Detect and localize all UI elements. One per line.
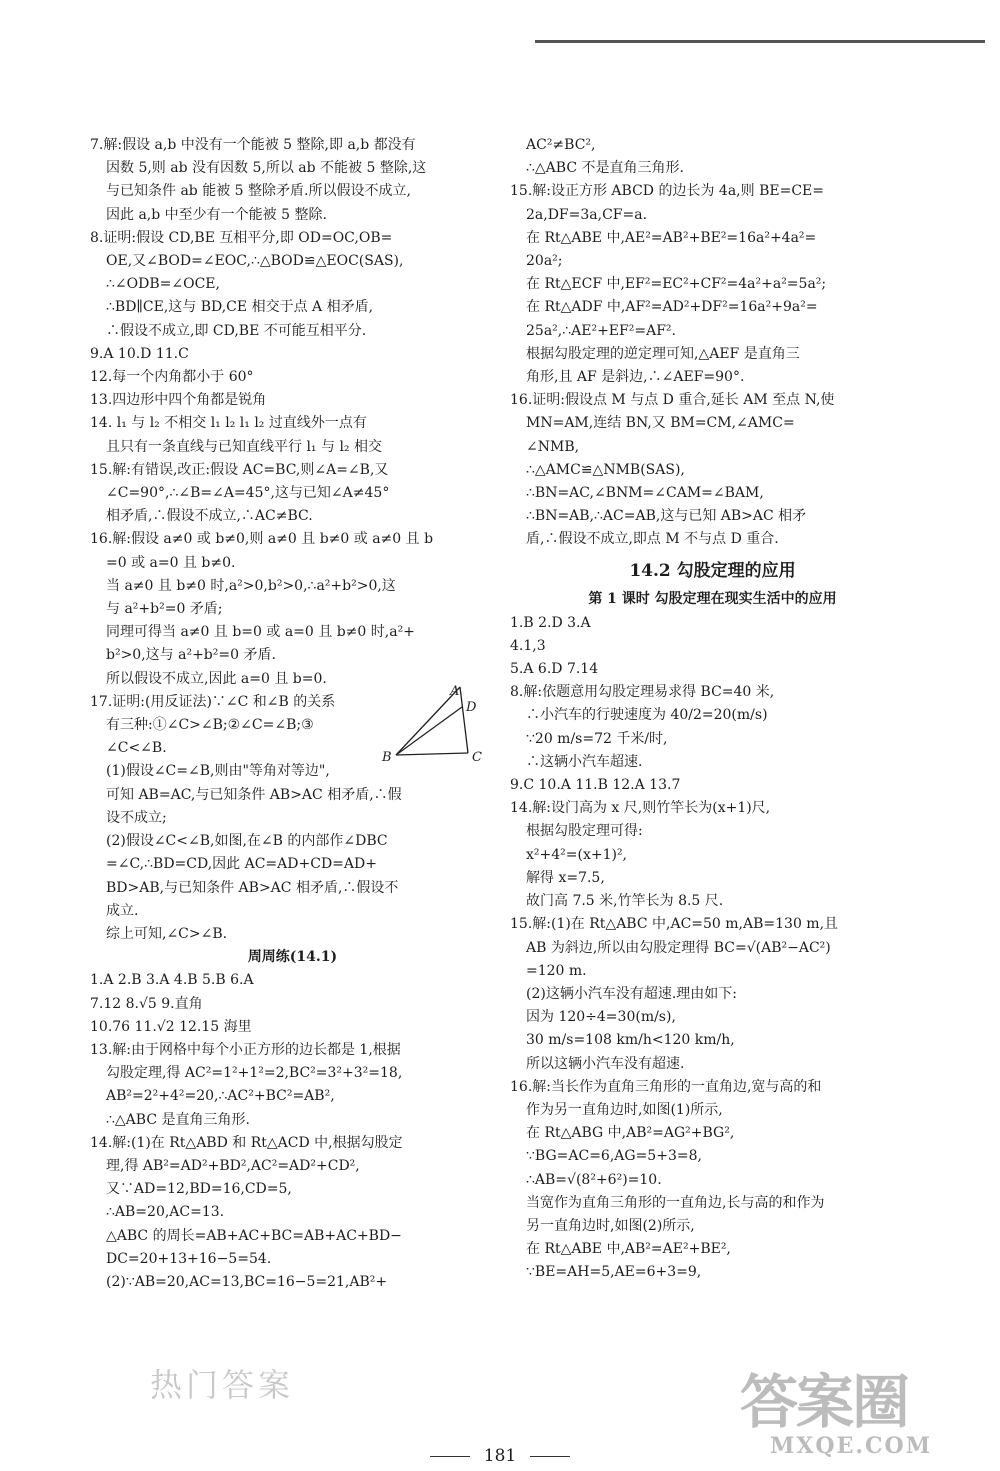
right-text-line: 5.A 6.D 7.14 bbox=[510, 661, 599, 678]
left-text-line: 13.四边形中四个角都是锐角 bbox=[90, 392, 267, 409]
right-text-line: 30 m/s=108 km/h<120 km/h, bbox=[526, 1032, 735, 1049]
right-text-line: 16.解:当长作为直角三角形的一直角边,宽与高的和 bbox=[510, 1078, 822, 1095]
left-text-line: (2)假设∠C<∠B,如图,在∠B 的内部作∠DBC bbox=[106, 833, 388, 850]
watermark-left: 热门答案 bbox=[150, 1366, 295, 1404]
right-text-line: AB 为斜边,所以由勾股定理得 BC=√(AB²−AC²) bbox=[526, 939, 831, 956]
right-text-line: 15.解:(1)在 Rt△ABC 中,AC=50 m,AB=130 m,且 bbox=[510, 916, 839, 933]
edge-bc bbox=[396, 753, 468, 755]
left-text-line: 所以假设不成立,因此 a=0 且 b=0. bbox=[106, 670, 327, 687]
right-text-line: 因为 120÷4=30(m/s), bbox=[526, 1009, 676, 1026]
right-text-line: 在 Rt△ADF 中,AF²=AD²+DF²=16a²+9a²= bbox=[526, 299, 818, 316]
right-text-line: 故门高 7.5 米,竹竿长为 8.5 尺. bbox=[526, 893, 724, 910]
right-text-line: 14.解:设门高为 x 尺,则竹竿长为(x+1)尺, bbox=[510, 800, 771, 817]
left-text-line: (1)假设∠C=∠B,则由"等角对等边", bbox=[106, 763, 330, 780]
left-text-line: ∠C=90°,∴∠B=∠A=45°,这与已知∠A≠45° bbox=[106, 485, 390, 502]
left-text-line: 12.每一个内角都小于 60° bbox=[90, 369, 254, 386]
right-text-line: 1.B 2.D 3.A bbox=[510, 614, 591, 631]
right-text-line: ∠NMB, bbox=[526, 438, 580, 455]
right-text-line: AC²≠BC², bbox=[526, 137, 596, 153]
left-text-line: 14. l₁ 与 l₂ 不相交 l₁ l₂ l₁ l₂ 过直线外一点有 bbox=[90, 415, 367, 432]
left-text-line: 17.证明:(用反证法)∵∠C 和∠B 的关系 bbox=[90, 693, 336, 710]
left-text-line: 因此 a,b 中至少有一个能被 5 整除. bbox=[106, 206, 327, 223]
left-text-line: 可知 AB=AC,与已知条件 AB>AC 相矛盾,∴假 bbox=[106, 786, 402, 803]
right-text-line: 第 1 课时 勾股定理在现实生活中的应用 bbox=[588, 590, 837, 607]
left-text-line: △ABC 的周长=AB+AC+BC=AB+AC+BD− bbox=[106, 1227, 402, 1244]
right-text-line: 16.证明:假设点 M 与点 D 重合,延长 AM 至点 N,使 bbox=[510, 392, 835, 409]
edge-bd bbox=[396, 707, 462, 755]
left-text-line: 综上可知,∠C>∠B. bbox=[106, 925, 228, 942]
right-column bbox=[510, 134, 915, 1285]
right-text-line: ∴这辆小汽车超速. bbox=[526, 753, 643, 770]
right-text-line: 盾,∴假设不成立,即点 M 不与点 D 重合. bbox=[526, 531, 779, 548]
left-text-line: ∠C<∠B. bbox=[106, 740, 167, 757]
left-text-line: ∴AB=20,AC=13. bbox=[106, 1204, 225, 1221]
right-text-line: x²+4²=(x+1)², bbox=[526, 846, 628, 863]
left-text-line: 又∵AD=12,BD=16,CD=5, bbox=[106, 1181, 292, 1198]
left-text-line: =∠C,∴BD=CD,因此 AC=AD+CD=AD+ bbox=[106, 856, 377, 873]
left-text-line: 7.解:假设 a,b 中没有一个能被 5 整除,即 a,b 都没有 bbox=[90, 137, 416, 153]
right-text-line: ∴BN=AC,∠BNM=∠CAM=∠BAM, bbox=[526, 485, 764, 502]
left-text-line: 同理可得当 a≠0 且 b=0 或 a=0 且 b≠0 时,a²+ bbox=[106, 624, 415, 641]
right-text-line: 作为另一直角边时,如图(1)所示, bbox=[526, 1101, 723, 1118]
page-number: 181 bbox=[0, 1446, 1000, 1466]
right-text-line: 在 Rt△ABG 中,AB²=AG²+BG², bbox=[526, 1125, 735, 1142]
right-text-line: 根据勾股定理可得: bbox=[526, 823, 643, 840]
label-b: B bbox=[382, 750, 392, 765]
right-text-line: 9.C 10.A 11.B 12.A 13.7 bbox=[510, 777, 681, 794]
left-text-line: ∴△ABC 是直角三角形. bbox=[106, 1111, 250, 1128]
left-text-line: DC=20+13+16−5=54. bbox=[106, 1250, 272, 1267]
left-text-line: 成立. bbox=[106, 902, 139, 919]
left-text-line: 且只有一条直线与已知直线平行 l₁ 与 l₂ 相交 bbox=[106, 438, 382, 455]
left-text-line: ∴BD∥CE,这与 BD,CE 相交于点 A 相矛盾, bbox=[106, 299, 374, 316]
left-text-line: (2)∵AB=20,AC=13,BC=16−5=21,AB²+ bbox=[106, 1273, 388, 1290]
label-d: D bbox=[466, 700, 477, 715]
left-text-line: 勾股定理,得 AC²=1²+1²=2,BC²=3²+3²=18, bbox=[106, 1065, 403, 1082]
label-c: C bbox=[472, 750, 482, 765]
left-text-line: AB²=2²+4²=20,∴AC²+BC²=AB², bbox=[106, 1088, 335, 1105]
left-text-line: 9.A 10.D 11.C bbox=[90, 345, 189, 362]
left-text-line: 8.证明:假设 CD,BE 互相平分,即 OD=OC,OB= bbox=[90, 229, 393, 246]
left-text-line: 因数 5,则 ab 没有因数 5,所以 ab 不能被 5 整除,这 bbox=[106, 160, 427, 177]
right-text-line: ∴△ABC 不是直角三角形. bbox=[526, 160, 684, 177]
right-text-line: =120 m. bbox=[526, 962, 587, 979]
right-text-line: 在 Rt△ECF 中,EF²=EC²+CF²=4a²+a²=5a²; bbox=[526, 276, 827, 293]
right-text-line: 根据勾股定理的逆定理可知,△AEF 是直角三 bbox=[526, 345, 800, 362]
left-text-line: b²>0,这与 a²+b²=0 矛盾. bbox=[106, 647, 276, 664]
right-text-line: 解得 x=7.5, bbox=[526, 869, 605, 886]
right-text-line: 25a²,∴AE²+EF²=AF². bbox=[526, 322, 676, 339]
left-text-line: ∴假设不成立,即 CD,BE 不可能互相平分. bbox=[106, 322, 367, 339]
left-text-line: OE,又∠BOD=∠EOC,∴△BOD≌△EOC(SAS), bbox=[106, 253, 404, 270]
left-text-line: 有三种:①∠C>∠B;②∠C=∠B;③ bbox=[106, 717, 314, 734]
left-text-line: =0 或 a=0 且 b≠0. bbox=[106, 554, 236, 571]
triangle-figure bbox=[380, 685, 485, 765]
left-text-line: 周周练(14.1) bbox=[247, 949, 338, 966]
right-text-line: 角形,且 AF 是斜边,∴∠AEF=90°. bbox=[526, 369, 745, 386]
left-text-line: 13.解:由于网格中每个小正方形的边长都是 1,根据 bbox=[90, 1041, 401, 1058]
left-text-line: ∴∠ODB=∠OCE, bbox=[106, 276, 220, 293]
right-text-line: 另一直角边时,如图(2)所示, bbox=[526, 1217, 695, 1234]
label-a: A bbox=[450, 685, 460, 699]
left-text-line: 与已知条件 ab 能被 5 整除矛盾.所以假设不成立, bbox=[106, 183, 411, 200]
edge-ac bbox=[460, 687, 468, 753]
right-text-line: ∵BE=AH=5,AE=6+3=9, bbox=[526, 1264, 702, 1281]
right-text-line: ∴△AMC≌△NMB(SAS), bbox=[526, 461, 685, 478]
right-text-line: ∴小汽车的行驶速度为 40/2=20(m/s) bbox=[526, 707, 768, 724]
right-text-line: 在 Rt△ABE 中,AB²=AE²+BE², bbox=[526, 1241, 731, 1258]
left-text-line: 理,得 AB²=AD²+BD²,AC²=AD²+CD², bbox=[106, 1157, 360, 1174]
left-text-line: 设不成立; bbox=[106, 809, 167, 826]
right-text-line: 2a,DF=3a,CF=a. bbox=[526, 206, 648, 223]
right-text-line: MN=AM,连结 BN,又 BM=CM,∠AMC= bbox=[526, 415, 795, 432]
left-text-line: 14.解:(1)在 Rt△ABD 和 Rt△ACD 中,根据勾股定 bbox=[90, 1134, 403, 1151]
left-text-line: 7.12 8.√5 9.直角 bbox=[90, 995, 203, 1012]
right-text-line: 20a²; bbox=[526, 253, 563, 270]
right-text-line: 15.解:设正方形 ABCD 的边长为 4a,则 BE=CE= bbox=[510, 183, 824, 200]
left-text-line: 相矛盾,∴假设不成立,∴AC≠BC. bbox=[106, 508, 313, 525]
right-text-line: 当宽作为直角三角形的一直角边,长与高的和作为 bbox=[526, 1194, 825, 1211]
right-text-line: 所以这辆小汽车没有超速. bbox=[526, 1055, 685, 1072]
right-text-line: ∵20 m/s=72 千米/时, bbox=[526, 730, 668, 747]
left-text-line: BD>AB,与已知条件 AB>AC 相矛盾,∴假设不 bbox=[106, 879, 399, 896]
left-text-line: 16.解:假设 a≠0 或 b≠0,则 a≠0 且 b≠0 或 a≠0 且 b bbox=[90, 531, 434, 548]
right-text-line: 14.2 勾股定理的应用 bbox=[629, 560, 796, 581]
right-text-line: ∵BG=AC=6,AG=5+3=8, bbox=[526, 1148, 702, 1165]
left-text-line: 15.解:有错误,改正:假设 AC=BC,则∠A=∠B,又 bbox=[90, 461, 389, 478]
header-rule bbox=[535, 40, 985, 43]
left-text-line: 当 a≠0 且 b≠0 时,a²>0,b²>0,∴a²+b²>0,这 bbox=[106, 577, 396, 594]
right-text-line: 8.解:依题意用勾股定理易求得 BC=40 米, bbox=[510, 684, 775, 701]
right-text-line: 4.1,3 bbox=[510, 637, 546, 654]
right-text-line: ∴BN=AB,∴AC=AB,这与已知 AB>AC 相矛 bbox=[526, 508, 807, 525]
right-text-line: ∴AB=√(8²+6²)=10. bbox=[526, 1171, 662, 1188]
left-text-line: 10.76 11.√2 12.15 海里 bbox=[90, 1018, 252, 1035]
right-text-line: 在 Rt△ABE 中,AE²=AB²+BE²=16a²+4a²= bbox=[526, 229, 817, 246]
left-text-line: 与 a²+b²=0 矛盾; bbox=[106, 601, 223, 618]
right-text-line: (2)这辆小汽车没有超速.理由如下: bbox=[526, 985, 737, 1002]
left-text-line: 1.A 2.B 3.A 4.B 5.B 6.A bbox=[90, 972, 254, 989]
watermark-logo: 答案圈 MXQE.COM bbox=[740, 1368, 933, 1459]
